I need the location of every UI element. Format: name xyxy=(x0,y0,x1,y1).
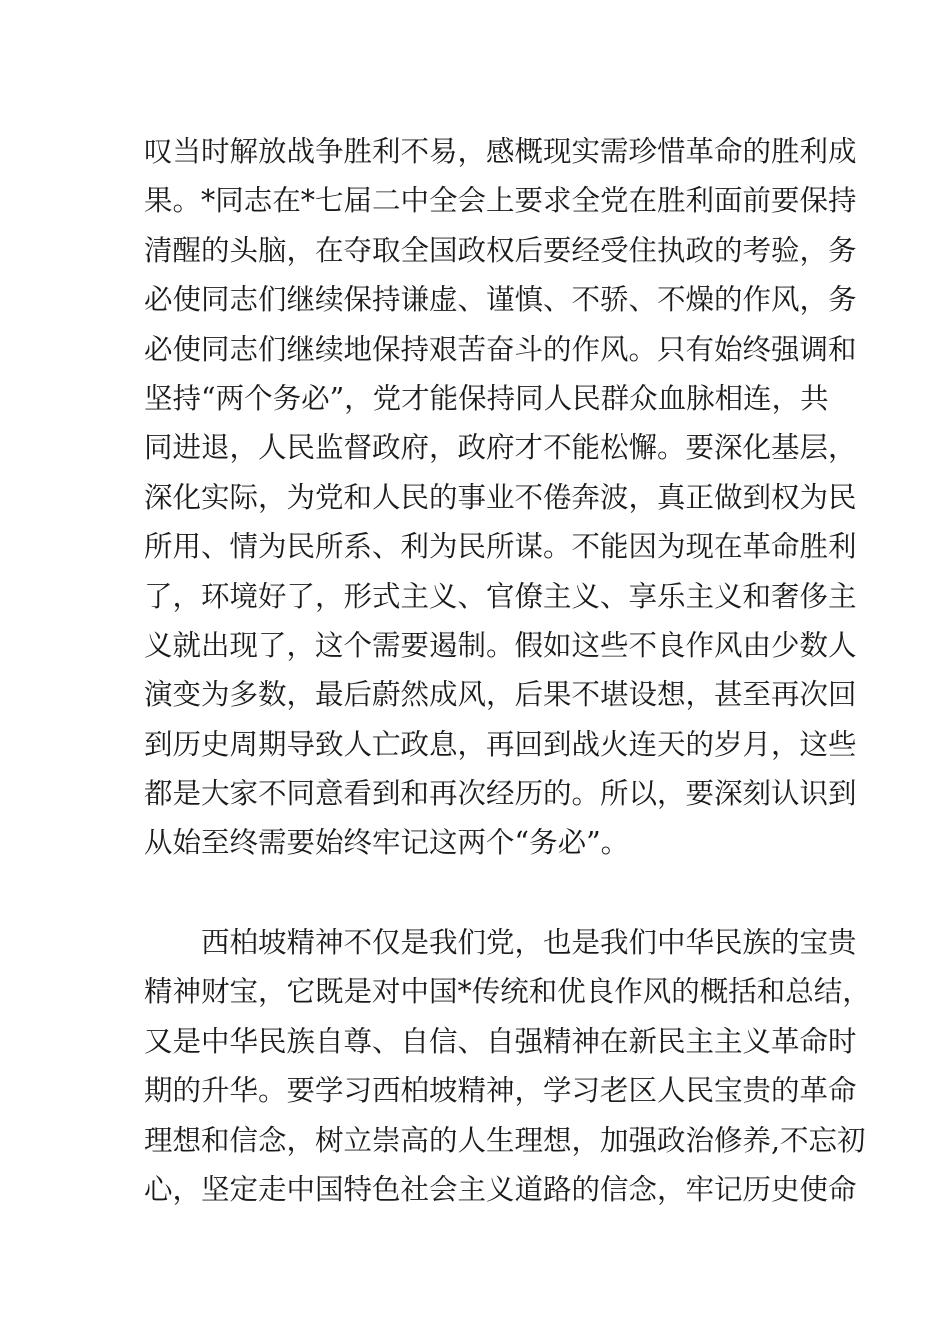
text-line: 都是大家不同意看到和再次经历的。所以，要深刻认识到 xyxy=(144,777,857,811)
paragraph-1 xyxy=(144,127,857,868)
text-line: 精神财宝，它既是对中国*传统和优良作风的概括和总结， xyxy=(144,975,871,1009)
text-line: 果。*同志在*七届二中全会上要求全党在胜利面前要保持 xyxy=(144,184,857,218)
text-line: 心，坚定走中国特色社会主义道路的信念，牢记历史使命 xyxy=(144,1172,857,1206)
text-line: 必使同志们继续地保持艰苦奋斗的作风。只有始终强调和 xyxy=(144,332,857,366)
text-line: 又是中华民族自尊、自信、自强精神在新民主主义革命时 xyxy=(144,1024,857,1058)
text-line: 期的升华。要学习西柏坡精神，学习老区人民宝贵的革命 xyxy=(144,1074,857,1108)
text-line: 理想和信念，树立崇高的人生理想，加强政治修养,不忘初 xyxy=(144,1123,866,1157)
text-line: 义就出现了，这个需要遏制。假如这些不良作风由少数人 xyxy=(144,628,857,662)
text-line: 深化实际，为党和人民的事业不倦奔波，真正做到权为民 xyxy=(144,480,857,514)
text-line: 清醒的头脑，在夺取全国政权后要经受住执政的考验，务 xyxy=(144,233,857,267)
text-line: 同进退，人民监督政府，政府才不能松懈。要深化基层， xyxy=(144,431,857,465)
text-line: 叹当时解放战争胜利不易，感概现实需珍惜革命的胜利成 xyxy=(144,135,857,168)
text-line: 所用、情为民所系、利为民所谋。不能因为现在革命胜利 xyxy=(144,530,857,564)
paragraph-2 xyxy=(144,918,871,1214)
text-line: 演变为多数，最后蔚然成风，后果不堪设想，甚至再次回 xyxy=(144,678,857,712)
text-line: 到历史周期导致人亡政息，再回到战火连天的岁月，这些 xyxy=(144,727,857,761)
text-line: 必使同志们继续保持谦虚、谨慎、不骄、不燥的作风，务 xyxy=(144,283,857,317)
text-line: 西柏坡精神不仅是我们党，也是我们中华民族的宝贵 xyxy=(144,926,857,959)
text-line: 了，环境好了，形式主义、官僚主义、享乐主义和奢侈主 xyxy=(144,579,857,613)
text-line: 从始至终需要始终牢记这两个“务必”。 xyxy=(144,826,630,860)
text-line: 坚持“两个务必”，党才能保持同人民群众血脉相连，共 xyxy=(144,381,829,415)
